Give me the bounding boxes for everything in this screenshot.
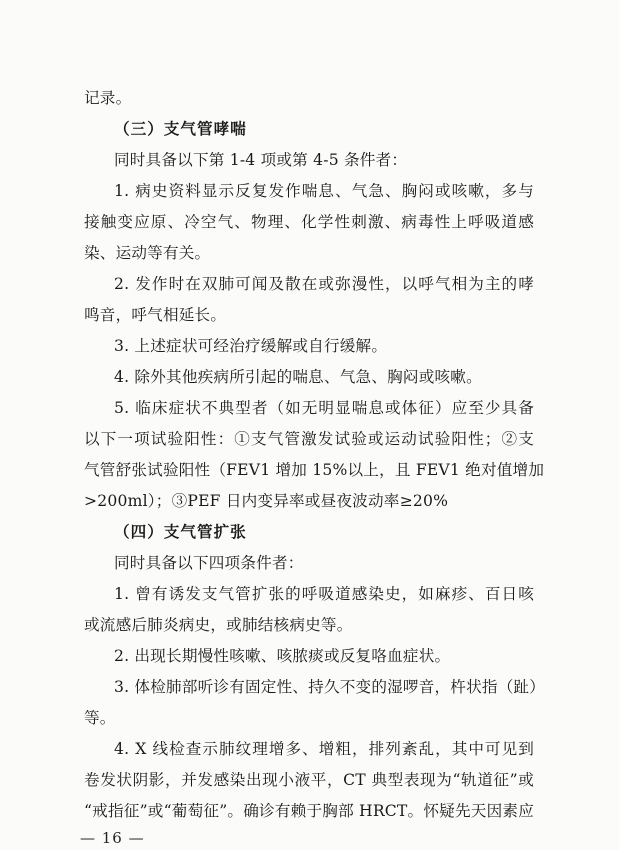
text-line: 接触变应原、冷空气、物理、化学性刺激、病毒性上呼吸道感 — [84, 213, 534, 231]
section-heading: （三）支气管哮喘 — [114, 119, 247, 138]
text-line: 4. 除外其他疾病所引起的喘息、气急、胸闷或咳嗽。 — [114, 368, 482, 386]
text-line: 同时具备以下四项条件者： — [114, 554, 304, 572]
text-line: 或流感后肺炎病史，或肺结核病史等。 — [84, 616, 353, 634]
text-line: >200ml）；③PEF 日内变异率或昼夜波动率≥20% — [84, 492, 449, 510]
text-line: 3. 体检肺部听诊有固定性、持久不变的湿啰音，杵状指（趾） — [114, 678, 546, 696]
text-line: 以下一项试验阳性：①支气管激发试验或运动试验阳性；②支 — [84, 430, 534, 448]
text-line: 染、运动等有关。 — [84, 244, 211, 262]
text-line: 5. 临床症状不典型者（如无明显喘息或体征）应至少具备 — [114, 399, 534, 417]
page-number: — 16 — — [80, 829, 145, 847]
text-line: 3. 上述症状可经治疗缓解或自行缓解。 — [114, 337, 388, 355]
text-line: 鸣音，呼气相延长。 — [84, 306, 227, 324]
text-line: 等。 — [84, 709, 116, 727]
text-line: “戒指征”或“葡萄征”。确诊有赖于胸部 HRCT。怀疑先天因素应 — [84, 802, 534, 820]
text-line: 1. 病史资料显示反复发作喘息、气急、胸闷或咳嗽，多与 — [114, 182, 534, 200]
text-line: 2. 发作时在双肺可闻及散在或弥漫性，以呼气相为主的哮 — [114, 275, 534, 293]
text-line: 气管舒张试验阳性（FEV1 增加 15%以上，且 FEV1 绝对值增加 — [84, 461, 545, 479]
text-line: 1. 曾有诱发支气管扩张的呼吸道感染史，如麻疹、百日咳 — [114, 585, 534, 603]
text-line: 2. 出现长期慢性咳嗽、咳脓痰或反复咯血症状。 — [114, 647, 451, 665]
text-line: 同时具备以下第 1-4 项或第 4-5 条件者： — [114, 151, 408, 169]
text-line: 记录。 — [84, 89, 132, 107]
text-line: 卷发状阴影，并发感染出现小液平，CT 典型表现为“轨道征”或 — [84, 771, 534, 789]
text-line: 4. X 线检查示肺纹理增多、增粗，排列紊乱，其中可见到 — [114, 740, 534, 758]
section-heading: （四）支气管扩张 — [114, 522, 247, 541]
